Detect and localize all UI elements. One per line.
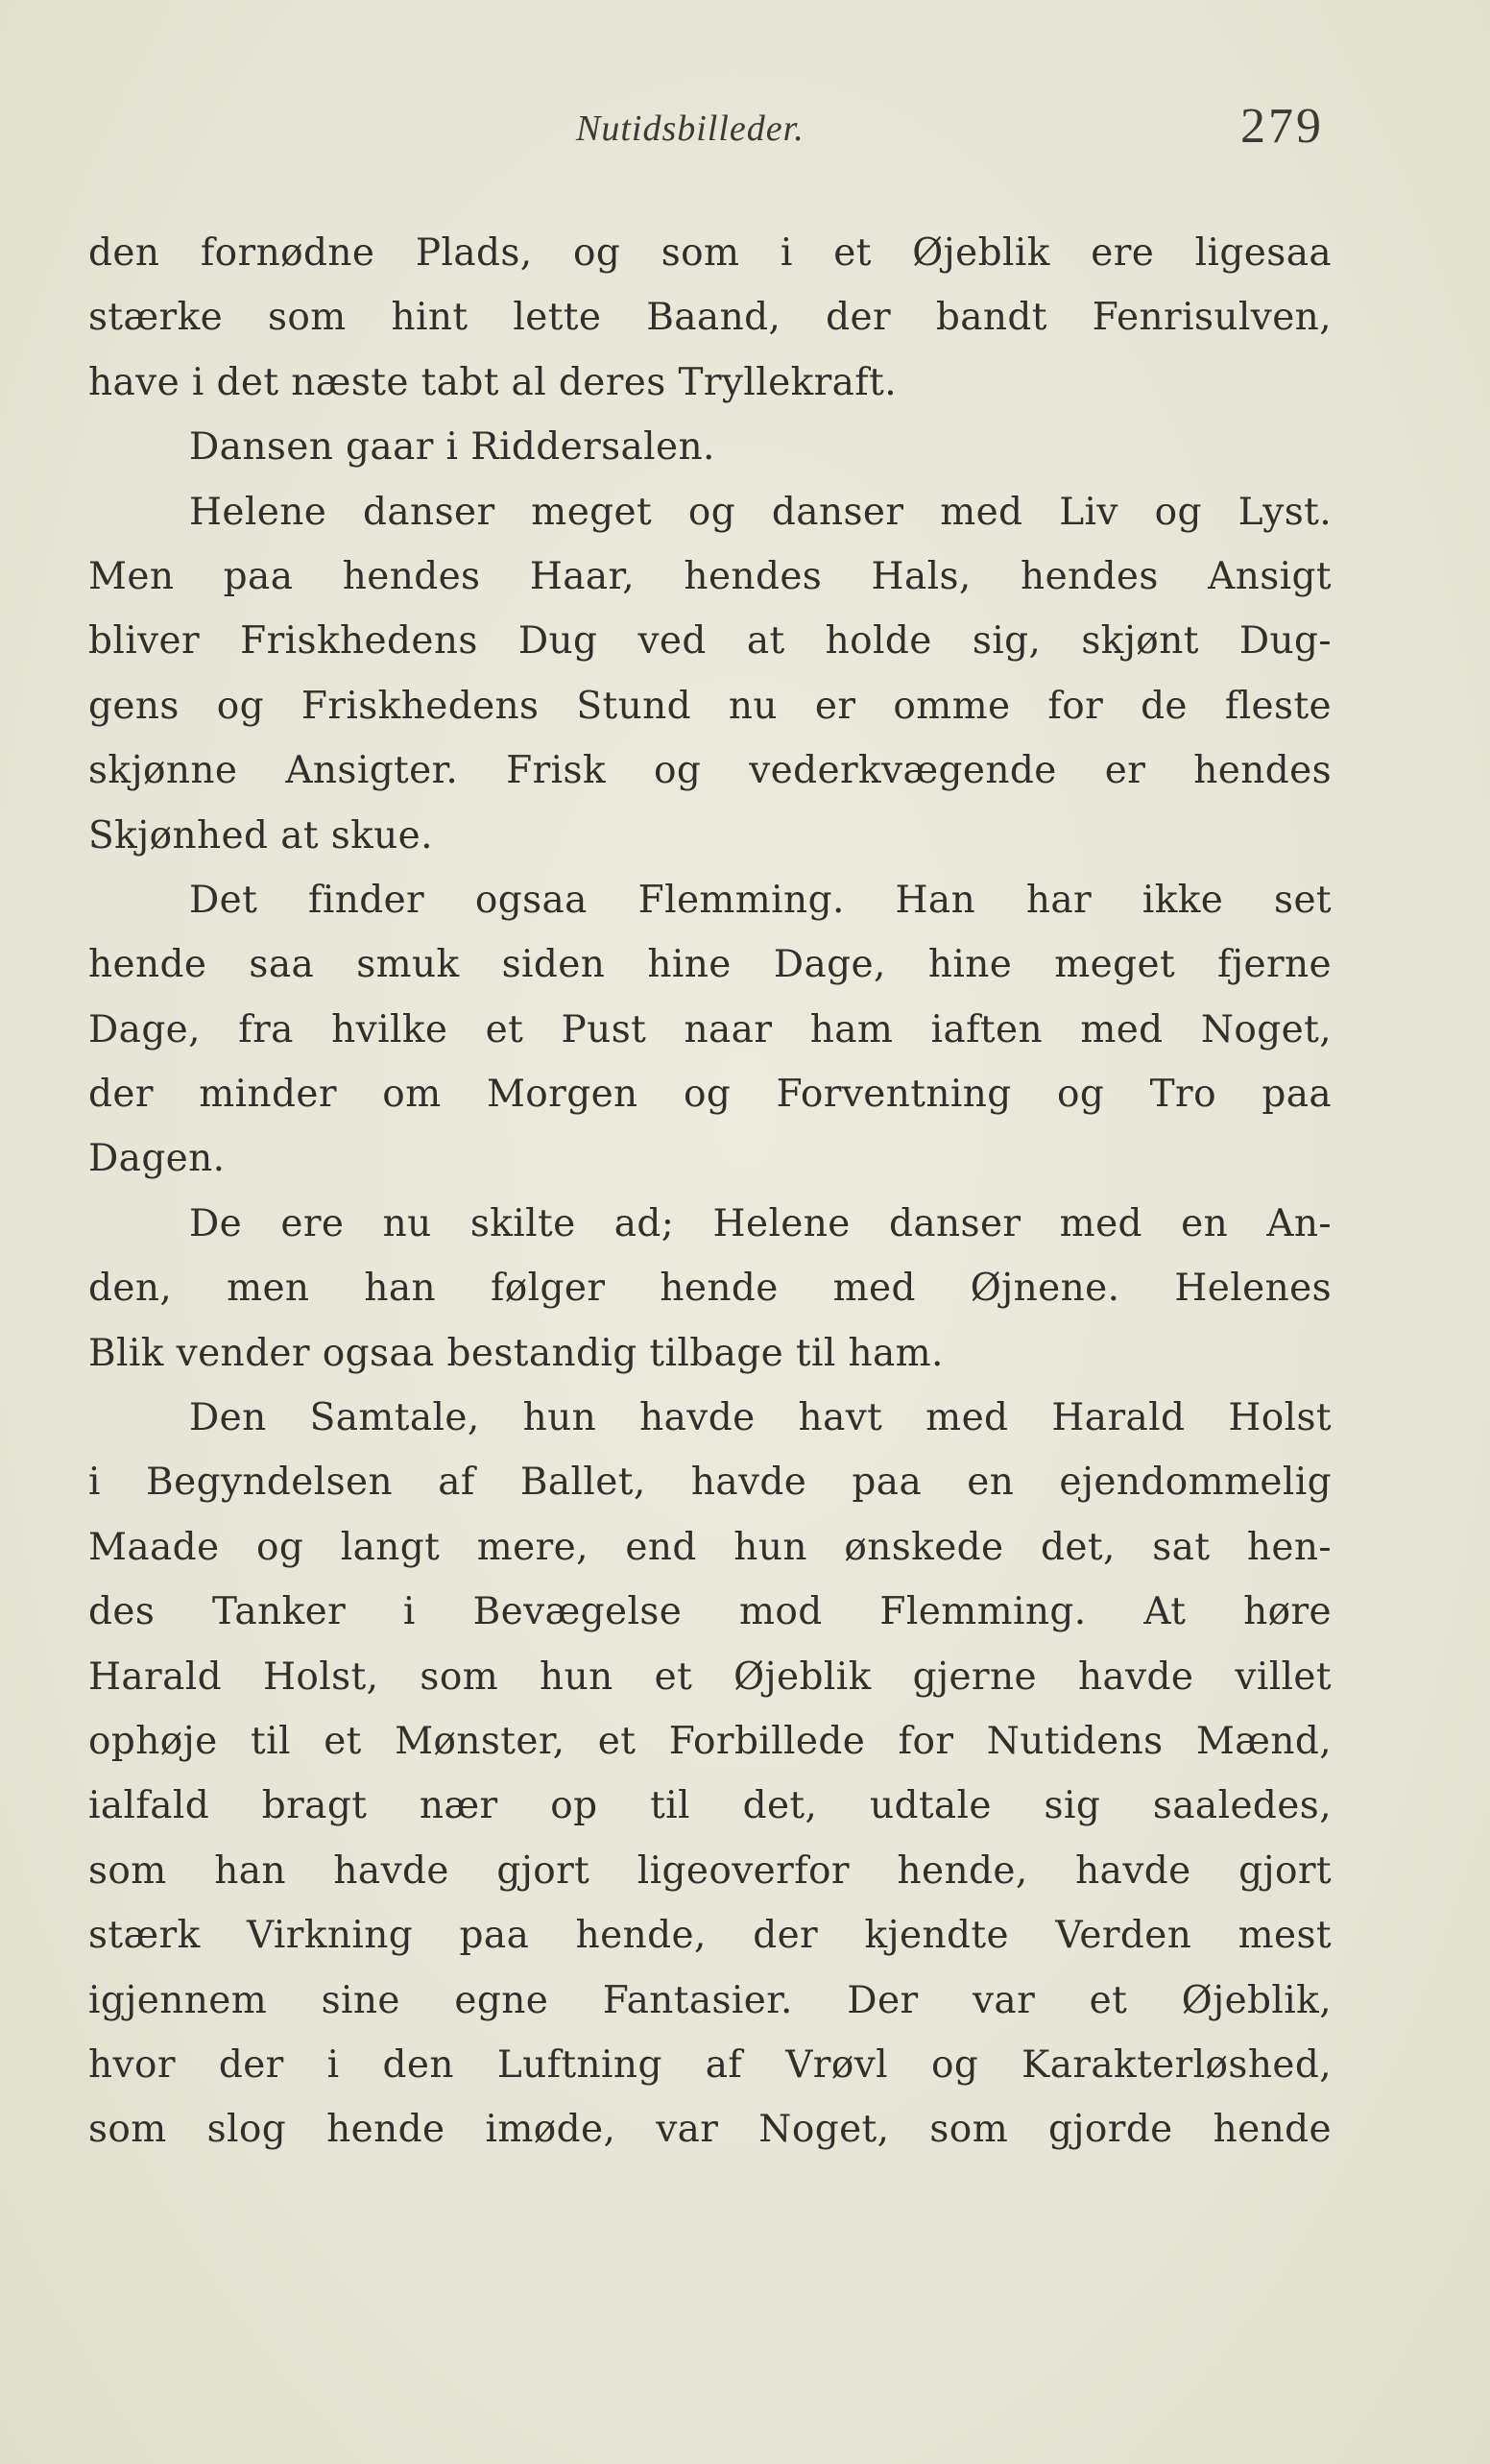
text-line: Men paa hendes Haar, hendes Hals, hendes Ansigt xyxy=(88,554,1332,598)
text-line: Maade og langt mere, end hun ønskede det, sat hen- xyxy=(88,1525,1332,1569)
text-line: hvor der i den Luftning af Vrøvl og Karakterløshed, xyxy=(88,2042,1332,2087)
text-line: bliver Friskhedens Dug ved at holde sig, skjønt Dug- xyxy=(88,619,1332,664)
text-line: ialfald bragt nær op til det, udtale sig saaledes, xyxy=(88,1784,1332,1828)
text-line: Helene danser meget og danser med Liv og Lyst. xyxy=(189,490,1332,534)
text-line: Skjønhed at skue. xyxy=(88,813,433,858)
text-line: ophøje til et Mønster, et Forbillede for Nutidens Mænd, xyxy=(88,1719,1332,1763)
text-line: Dagen. xyxy=(88,1137,226,1181)
text-line: som han havde gjort ligeoverfor hende, havde gjort xyxy=(88,1848,1332,1893)
text-line: Det finder ogsaa Flemming. Han har ikke set xyxy=(189,878,1332,922)
text-line: De ere nu skilte ad; Helene danser med en An- xyxy=(189,1201,1332,1245)
text-line: hende saa smuk siden hine Dage, hine meget fjerne xyxy=(88,943,1332,987)
text-line: i Begyndelsen af Ballet, havde paa en ejendommelig xyxy=(88,1461,1332,1505)
text-line: skjønne Ansigter. Frisk og vederkvægende er hendes xyxy=(88,749,1332,793)
text-line: Den Samtale, hun havde havt med Harald Holst xyxy=(189,1396,1332,1440)
text-line: den fornødne Plads, og som i et Øjeblik ere ligesaa xyxy=(88,231,1332,275)
page-number: 279 xyxy=(1240,99,1324,154)
text-line: stærk Virkning paa hende, der kjendte Verden mest xyxy=(88,1914,1332,1958)
text-line: Blik vender ogsaa bestandig tilbage til ham. xyxy=(88,1331,944,1375)
text-line: Dage, fra hvilke et Pust naar ham iaften med Noget, xyxy=(88,1007,1332,1051)
text-line: den, men han følger hende med Øjnene. Helenes xyxy=(88,1267,1332,1311)
text-line: des Tanker i Bevægelse mod Flemming. At høre xyxy=(88,1590,1332,1634)
text-line: stærke som hint lette Baand, der bandt Fenrisulven, xyxy=(88,296,1332,340)
text-line: have i det næste tabt al deres Tryllekraft. xyxy=(88,360,898,404)
text-line: der minder om Morgen og Forventning og Tro paa xyxy=(88,1073,1332,1117)
text-line: som slog hende imøde, var Noget, som gjorde hende xyxy=(88,2108,1332,2152)
text-line: igjennem sine egne Fantasier. Der var et Øjeblik, xyxy=(88,1978,1332,2022)
text-line: Harald Holst, som hun et Øjeblik gjerne havde villet xyxy=(88,1655,1332,1699)
text-line: gens og Friskhedens Stund nu er omme for de fleste xyxy=(88,684,1332,728)
body-text xyxy=(88,221,1332,2162)
page-header xyxy=(0,99,1490,175)
running-title: Nutidsbilleder. xyxy=(576,109,805,149)
text-line: Dansen gaar i Riddersalen. xyxy=(189,425,715,470)
